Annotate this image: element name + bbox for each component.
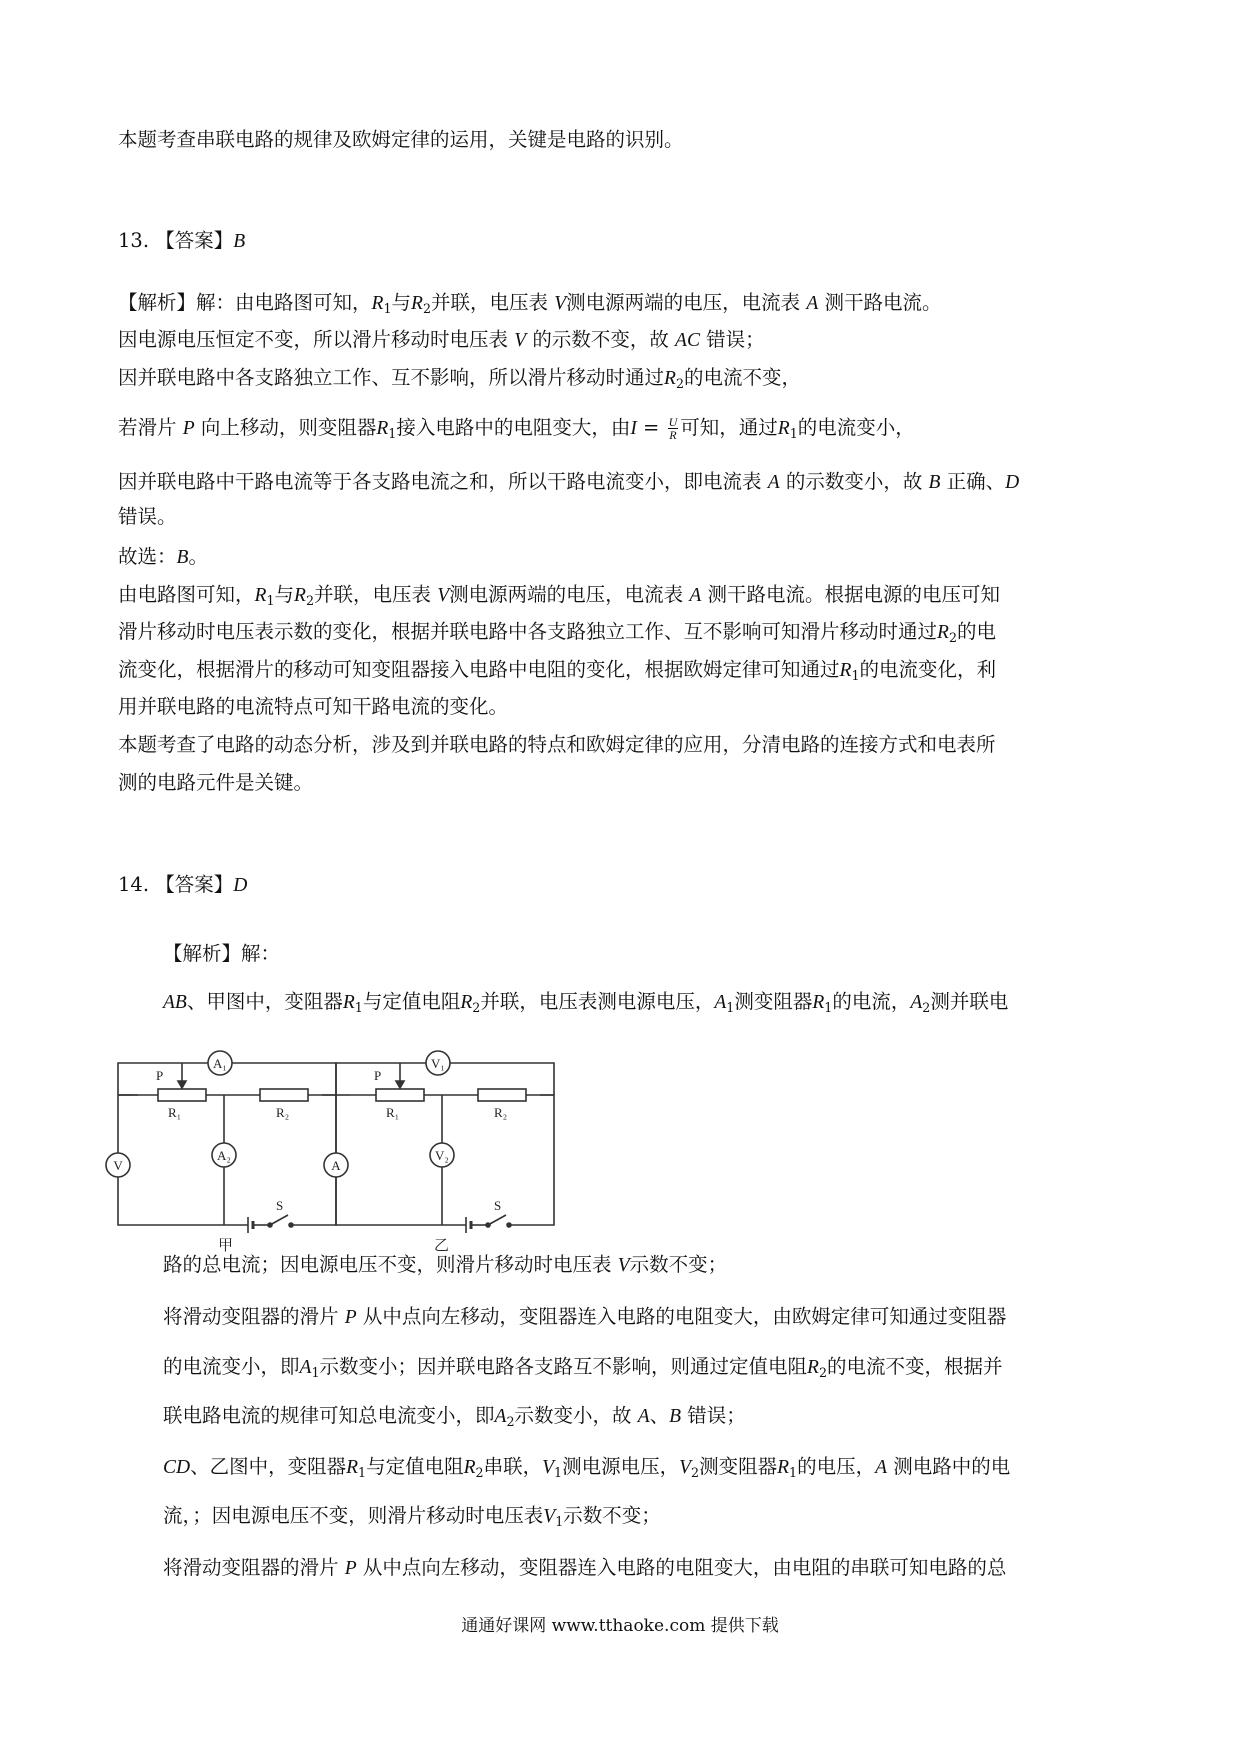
analysis-line: 因并联电路中干路电流等于各支路电流之和，所以干路电流变小，即电流表 A 的示数变小，故 B 正确、D bbox=[118, 470, 1020, 493]
circuit-yi bbox=[324, 1051, 554, 1233]
analysis-line: 【解析】解：由电路图可知，$R_1$与$R_2$并联，电压表 V测电源两端的电压，电流表 A 测干路电流。 bbox=[118, 291, 942, 316]
meter-v-label: V bbox=[113, 1158, 123, 1173]
r2-label: R₂ bbox=[494, 1105, 508, 1120]
meter-a-label: A bbox=[331, 1158, 341, 1173]
jia-label: 甲 bbox=[218, 1238, 234, 1254]
analysis-line: 因并联电路中各支路独立工作、互不影响，所以滑片移动时通过$R_2$的电流不变， bbox=[118, 366, 802, 391]
analysis-line: 错误。 bbox=[118, 505, 177, 528]
page-footer: 通通好课网 www.tthaoke.com 提供下载 bbox=[461, 1616, 779, 1636]
analysis-line: 滑片移动时电压表示数的变化，根据并联电路中各支路独立工作、互不影响可知滑片移动时通过$R_2$的电 bbox=[118, 620, 997, 645]
meter-a1-label: A₁ bbox=[213, 1056, 227, 1071]
meter-a2-label: A₂ bbox=[217, 1148, 231, 1163]
analysis-line: 流变化，根据滑片的移动可知变阻器接入电路中电阻的变化，根据欧姆定律可知通过$R_1$的电流变化，利 bbox=[118, 658, 997, 683]
meter-v1-label: V₁ bbox=[431, 1056, 445, 1071]
yi-label: 乙 bbox=[434, 1238, 450, 1254]
r2-label: R₂ bbox=[276, 1105, 290, 1120]
switch-s-label: S bbox=[276, 1198, 284, 1213]
analysis-line: 将滑动变阻器的滑片 P 从中点向左移动，变阻器连入电路的电阻变大，由欧姆定律可知通过变阻器 bbox=[163, 1305, 1007, 1328]
slider-p-label: P bbox=[156, 1068, 164, 1083]
answer-14-heading: 14. 【答案】D bbox=[118, 873, 248, 896]
analysis-line: 的电流变小，即$A_1$示数变小；因并联电路各支路互不影响，则通过定值电阻$R_2$的电流不变，根据并 bbox=[163, 1355, 1003, 1380]
slider-p-label: P bbox=[374, 1068, 382, 1083]
switch-s-label: S bbox=[494, 1198, 502, 1213]
analysis-line: AB、甲图中，变阻器$R_1$与定值电阻$R_2$并联，电压表测电源电压，$A_1$测变阻器$R_1$的电流，$A_2$测并联电 bbox=[163, 990, 1009, 1015]
analysis-line: 故选：B。 bbox=[118, 545, 208, 568]
analysis-line: 将滑动变阻器的滑片 P 从中点向左移动，变阻器连入电路的电阻变大，由电阻的串联可知电路的总 bbox=[163, 1556, 1007, 1579]
analysis-line: 流，；因电源电压不变，则滑片移动时电压表$V_1$示数不变； bbox=[163, 1504, 661, 1529]
analysis-line: 本题考查了电路的动态分析，涉及到并联电路的特点和欧姆定律的应用，分清电路的连接方式和电表所 bbox=[118, 733, 996, 756]
r1-label: R₁ bbox=[168, 1105, 182, 1120]
ohm-fraction: $\frac{U}{R}$ bbox=[668, 415, 678, 442]
r1-label: R₁ bbox=[386, 1105, 400, 1120]
analysis-line: CD、乙图中，变阻器$R_1$与定值电阻$R_2$串联，$V_1$测电源电压，$V_2$测变阻器$R_1$的电压，A 测电路中的电 bbox=[163, 1455, 1011, 1480]
analysis-line: 测的电路元件是关键。 bbox=[118, 771, 314, 794]
analysis-line: 因电源电压恒定不变，所以滑片移动时电压表 V 的示数不变，故 AC 错误； bbox=[118, 328, 765, 351]
text-line: 本题考查串联电路的规律及欧姆定律的运用，关键是电路的识别。 bbox=[118, 128, 684, 151]
analysis-line: 【解析】解： bbox=[163, 942, 281, 965]
circuit-jia bbox=[106, 1051, 336, 1233]
answer-13-heading: 13. 【答案】B bbox=[118, 229, 246, 252]
circuit-diagrams bbox=[113, 1045, 598, 1254]
analysis-line: 联电路电流的规律可知总电流变小，即$A_2$示数变小，故 A、B 错误； bbox=[163, 1404, 746, 1429]
analysis-line: 路的总电流；因电源电压不变，则滑片移动时电压表 V示数不变； bbox=[163, 1253, 728, 1276]
analysis-line: 若滑片 P 向上移动，则变阻器$R_1$接入电路中的电阻变大，由I = $\frac{U}{R}$ 可知，通过$R_1$的电流变小， bbox=[118, 415, 915, 442]
meter-v2-label: V₂ bbox=[435, 1148, 449, 1163]
analysis-line: 由电路图可知，$R_1$与$R_2$并联，电压表 V测电源两端的电压，电流表 A 测干路电流。根据电源的电压可知 bbox=[118, 583, 1000, 608]
analysis-line: 用并联电路的电流特点可知干路电流的变化。 bbox=[118, 695, 509, 718]
